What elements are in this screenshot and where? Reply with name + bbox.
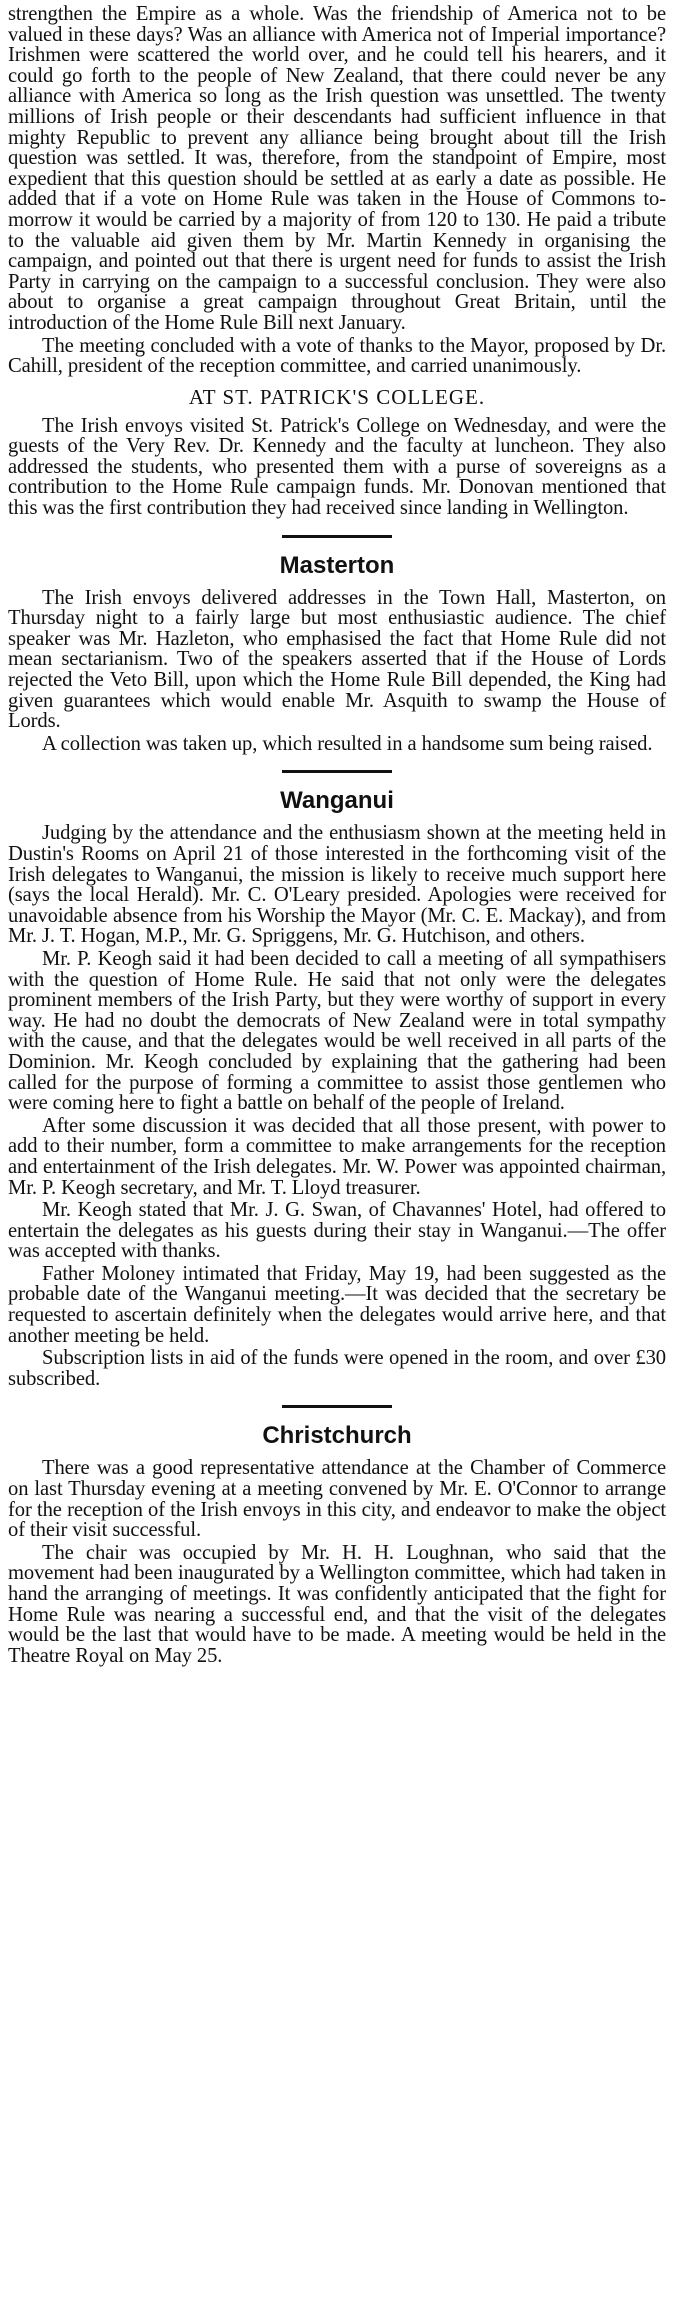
- paragraph: strengthen the Empire as a whole. Was the friendship of America not to be valued in these days? Was an alliance with America not of Imperial importance? Irishmen were scattered the world over, and he could tell his hearers, and it could go forth to the people of New Zealand, that there could never be any alliance with America so long as the Irish question was unsettled. The twenty millions of Irish people or their descendants had sufficient influence in that mighty Republic to prevent any alliance being brought about till the Irish question was settled. It was, therefore, from the standpoint of Empire, most expedient that this question should be settled at as early a date as possible. He added that if a vote on Home Rule was taken in the House of Commons to-morrow it would be carried by a majority of from 120 to 130. He paid a tribute to the valuable aid given them by Mr. Martin Kennedy in organising the campaign, and pointed out that there is urgent need for funds to assist the Irish Party in carrying on the campaign to a successful conclusion. They were also about to organise a great campaign throughout Great Britain, until the introduction of the Home Rule Bill next January.: [8, 3, 666, 334]
- section-subheading: AT ST. PATRICK'S COLLEGE.: [188, 384, 486, 409]
- masterton-section: [8, 552, 666, 755]
- opening-section: [8, 4, 666, 377]
- st-patricks-section: [8, 385, 666, 519]
- paragraph: The Irish envoys delivered addresses in the Town Hall, Masterton, on Thursday night to a fairly large but most enthusiastic audience. The chief speaker was Mr. Hazleton, who emphasised the fact that Home Rule did not mean sectarianism. Two of the speakers asserted that if the House of Lords rejected the Veto Bill, upon which the Home Rule Bill depended, the King had given guarantees which would enable Mr. Asquith to swamp the House of Lords.: [8, 586, 666, 733]
- section-divider: [282, 1405, 392, 1408]
- paragraph: Judging by the attendance and the enthusiasm shown at the meeting held in Dustin's Rooms on April 21 of those interested in the forthcoming visit of the Irish delegates to Wanganui, the mission is likely to receive much support here (says the local Herald). Mr. C. O'Leary presided. Apologies were received for unavoidable absence from his Worship the Mayor (Mr. C. E. Mackay), and from Mr. J. T. Hogan, M.P., Mr. G. Spriggens, Mr. G. Hutchison, and others.: [8, 822, 666, 948]
- paragraph: Mr. Keogh stated that Mr. J. G. Swan, of Chavannes' Hotel, had offered to entertain the delegates as his guests during their stay in Wanganui.—The offer was accepted with thanks.: [8, 1199, 666, 1263]
- section-divider: [282, 770, 392, 773]
- paragraph: There was a good representative attendance at the Chamber of Commerce on last Thursday evening at a meeting convened by Mr. E. O'Connor to arrange for the reception of the Irish envoys in this city, and endeavor to make the object of their visit successful.: [8, 1457, 666, 1542]
- paragraph: A collection was taken up, which resulted in a handsome sum being raised.: [42, 732, 653, 755]
- section-heading: Christchurch: [262, 1422, 412, 1450]
- section-heading: Masterton: [279, 551, 395, 579]
- paragraph: After some discussion it was decided that all those present, with power to add to their number, form a committee to make arrangements for the reception and entertainment of the Irish delegates. Mr. W. Power was appointed chairman, Mr. P. Keogh secretary, and Mr. T. Lloyd treasurer.: [8, 1114, 666, 1199]
- section-heading: Wanganui: [280, 787, 394, 815]
- christchurch-section: [8, 1422, 666, 1666]
- paragraph: Father Moloney intimated that Friday, May 19, had been suggested as the probable date of the Wanganui meeting.—It was decided that the secretary be requested to ascertain definitely when the delegates would arrive here, and that another meeting be held.: [8, 1262, 666, 1347]
- section-divider: [282, 535, 392, 538]
- paragraph: Subscription lists in aid of the funds were opened in the room, and over £30 subscribed.: [8, 1347, 666, 1390]
- paragraph: The chair was occupied by Mr. H. H. Loughnan, who said that the movement had been inaugurated by a Wellington committee, which had taken in hand the arranging of meetings. It was confidently anticipated that the fight for Home Rule was nearing a successful end, and that the visit of the delegates would be the last that would have to be made. A meeting would be held in the Theatre Royal on May 25.: [8, 1541, 666, 1667]
- paragraph: The Irish envoys visited St. Patrick's College on Wednesday, and were the guests of the Very Rev. Dr. Kennedy and the faculty at luncheon. They also addressed the students, who presented them with a purse of sovereigns as a contribution to the Home Rule campaign funds. Mr. Donovan mentioned that this was the first contribution they had received since landing in Wellington.: [8, 414, 666, 520]
- newspaper-column: [8, 4, 666, 1668]
- paragraph: Mr. P. Keogh said it had been decided to call a meeting of all sympathisers with the question of Home Rule. He said that not only were the delegates prominent members of the Irish Party, but they were worthy of support in every way. He had no doubt the democrats of New Zealand were in total sympathy with the cause, and that the delegates would be well received in all parts of the Dominion. Mr. Keogh concluded by explaining that the gathering had been called for the purpose of forming a committee to assist those gentlemen who were coming here to fight a battle on behalf of the people of Ireland.: [8, 947, 666, 1115]
- paragraph: The meeting concluded with a vote of thanks to the Mayor, proposed by Dr. Cahill, president of the reception committee, and carried unanimously.: [8, 334, 666, 378]
- wanganui-section: [8, 787, 666, 1389]
